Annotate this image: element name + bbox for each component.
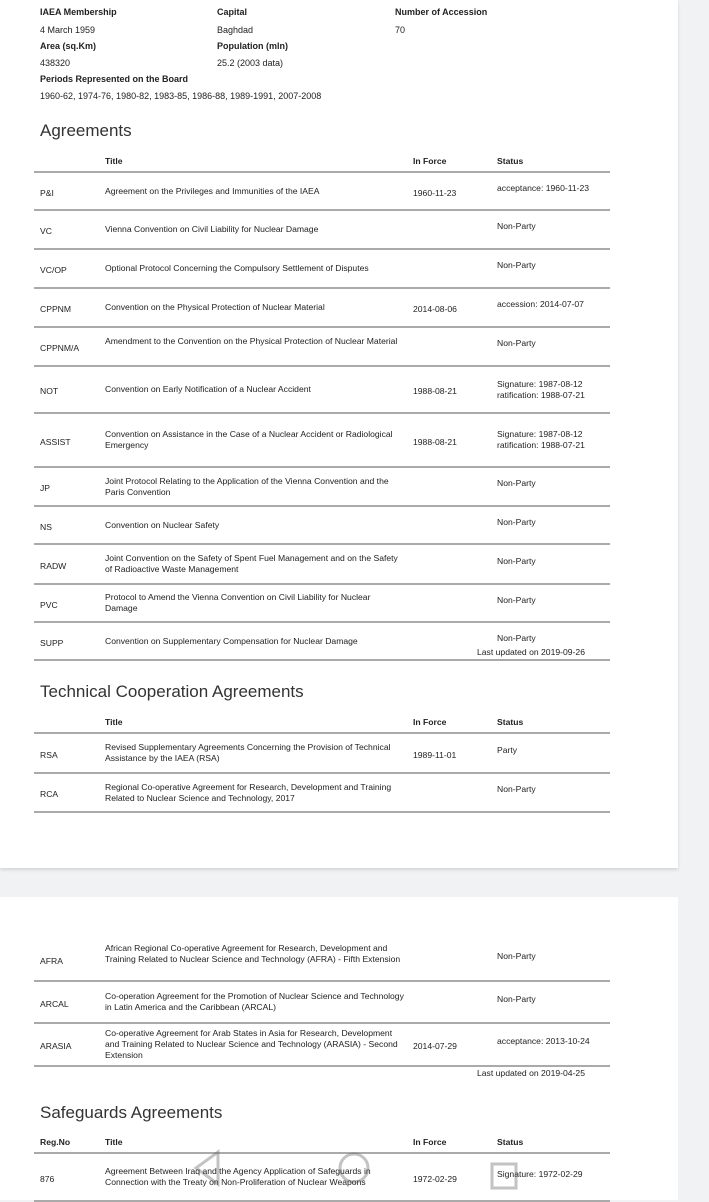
row-title: Co-operative Agreement for Arab States in Asia for Research, Development and Training Related to Nuclear Science and Technology (ARASIA) - Second Extension: [105, 1028, 398, 1060]
back-nav-button[interactable]: [190, 1148, 230, 1192]
row-status: Non-Party: [497, 338, 536, 348]
table-row: [34, 1024, 610, 1067]
row-code: ARCAL: [40, 998, 69, 1009]
membership-value: 4 March 1959: [40, 25, 96, 35]
row-code: PVC: [40, 599, 58, 610]
row-title: Joint Protocol Relating to the Application of the Vienna Convention and the Paris Convention: [105, 475, 389, 497]
column-header: Reg.No: [40, 1137, 71, 1147]
periods-label: Periods Represented on the Board: [40, 74, 189, 84]
row-title: Agreement on the Privileges and Immunities of the IAEA: [105, 185, 320, 196]
row-title: Convention on the Physical Protection of Nuclear Material: [105, 302, 325, 312]
row-status: Non-Party: [497, 516, 536, 527]
row-title: Regional Co-operative Agreement for Research, Development and Training Related to Nuclear Science and Technology, 2017: [105, 781, 392, 803]
column-header: Title: [105, 1137, 123, 1147]
row-in-force: 1972-02-29: [413, 1173, 457, 1184]
table-row: [34, 938, 610, 982]
row-status: Non-Party: [497, 555, 536, 566]
row-code: NOT: [40, 386, 59, 396]
table-row: [34, 414, 610, 468]
safeguards-table: [34, 1134, 610, 1202]
area-label: Area (sq.Km): [40, 41, 97, 51]
row-in-force: 1988-08-21: [413, 386, 457, 396]
row-code: VC: [40, 226, 52, 236]
row-in-force: 2014-08-06: [413, 304, 457, 314]
row-status: Signature: 1987-08-12 ratification: 1988-07-21: [497, 429, 585, 450]
row-code: VC/OP: [40, 265, 67, 275]
row-code: CPPNM/A: [40, 343, 80, 353]
column-header: In Force: [413, 717, 447, 727]
table-row: [34, 328, 610, 367]
technical-heading: Technical Cooperation Agreements: [40, 682, 304, 701]
row-title: Convention on Early Notification of a Nuclear Accident: [105, 384, 311, 394]
row-status: Non-Party: [497, 784, 536, 794]
table-row: [34, 173, 610, 211]
row-title: Agreement Between Iraq and the Agency Application of Safeguards in Connection with the Treaty on Non-Proliferation of Nuclear Weapons: [105, 1166, 371, 1187]
row-code: CPPNM: [40, 304, 72, 314]
row-title: Amendment to the Convention on the Physical Protection of Nuclear Material: [105, 335, 398, 346]
row-status: Signature: 1987-08-12 ratification: 1988-07-21: [497, 378, 585, 400]
table-header: [34, 714, 610, 734]
row-title: Joint Convention on the Safety of Spent Fuel Management and on the Safety of Radioactive Waste Management: [105, 553, 398, 574]
row-status: Non-Party: [497, 260, 536, 270]
row-code: P&I: [40, 187, 54, 198]
row-title: Revised Supplementary Agreements Concerning the Provision of Technical Assistance by the IAEA (RSA): [105, 742, 391, 763]
row-in-force: 2014-07-29: [413, 1041, 457, 1051]
row-code: RSA: [40, 749, 58, 760]
population-label: Population (mln): [217, 41, 288, 51]
row-title: Optional Protocol Concerning the Compulsory Settlement of Disputes: [105, 263, 369, 273]
safeguards-heading: Safeguards Agreements: [40, 1103, 223, 1122]
row-in-force: 1989-11-01: [413, 749, 457, 760]
row-code: ARASIA: [40, 1041, 72, 1051]
table-row: [34, 289, 610, 328]
column-header: In Force: [413, 156, 447, 166]
accession-value: 70: [395, 25, 406, 35]
agreements-table: [34, 153, 610, 661]
row-status: Non-Party: [497, 632, 536, 643]
row-title: Vienna Convention on Civil Liability for Nuclear Damage: [105, 224, 319, 234]
agreements-heading: Agreements: [40, 121, 132, 140]
row-title: African Regional Co-operative Agreement for Research, Development and Training Related to Nuclear Science and Technology (AFRA) - Fifth Extension: [105, 942, 401, 964]
row-code: RCA: [40, 789, 59, 799]
row-status: Party: [497, 744, 518, 755]
row-in-force: 1960-11-23: [413, 187, 457, 198]
recents-nav-button[interactable]: [488, 1160, 522, 1194]
row-code: JP: [40, 483, 51, 493]
row-status: acceptance: 2013-10-24: [497, 1036, 590, 1046]
row-code: 876: [40, 1173, 55, 1184]
column-header: Title: [105, 717, 123, 727]
row-code: ASSIST: [40, 436, 71, 447]
capital-value: Baghdad: [217, 25, 254, 35]
row-status: Non-Party: [497, 221, 536, 231]
table-row: [34, 545, 610, 585]
row-status: Signature: 1972-02-29: [497, 1168, 583, 1179]
accession-label: Number of Accession: [395, 7, 488, 17]
column-header: Status: [497, 1137, 524, 1147]
table-row: [34, 774, 610, 813]
table-row: [34, 734, 610, 774]
column-header: Status: [497, 156, 524, 166]
periods-value: 1960-62, 1974-76, 1980-82, 1983-85, 1986-88, 1989-1991, 2007-2008: [40, 91, 322, 101]
table-row: [34, 367, 610, 414]
table-row: [34, 585, 610, 623]
row-status: Non-Party: [497, 594, 536, 605]
table-row: [34, 250, 610, 289]
population-value: 25.2 (2003 data): [217, 58, 284, 68]
row-code: NS: [40, 521, 52, 532]
table-header: [34, 153, 610, 173]
row-status: Non-Party: [497, 950, 536, 961]
row-title: Convention on Supplementary Compensation for Nuclear Damage: [105, 635, 358, 646]
row-status: acceptance: 1960-11-23: [497, 182, 590, 193]
table-row: [34, 1154, 610, 1202]
row-code: SUPP: [40, 637, 64, 648]
row-code: RADW: [40, 560, 67, 571]
table-row: [34, 507, 610, 545]
row-code: AFRA: [40, 955, 63, 966]
column-header: Title: [105, 156, 123, 166]
row-title: Co-operation Agreement for the Promotion of Nuclear Science and Technology in Latin America and the Caribbean (ARCAL): [105, 991, 404, 1012]
membership-label: IAEA Membership: [40, 7, 117, 17]
table-row: [34, 211, 610, 250]
table-row: [34, 982, 610, 1024]
row-status: accession: 2014-07-07: [497, 299, 584, 309]
row-in-force: 1988-08-21: [413, 436, 457, 447]
row-status: Non-Party: [497, 993, 536, 1004]
technical-last-updated: Last updated on 2019-04-25: [477, 1068, 585, 1078]
row-title: Convention on Assistance in the Case of a Nuclear Accident or Radiological Emergency: [105, 429, 393, 450]
capital-label: Capital: [217, 7, 248, 17]
row-title: Protocol to Amend the Vienna Convention on Civil Liability for Nuclear Damage: [105, 592, 371, 613]
area-value: 438320: [40, 58, 71, 68]
technical-table: [34, 714, 610, 813]
technical-table-continued: [34, 938, 610, 1067]
column-header: In Force: [413, 1137, 447, 1147]
row-title: Convention on Nuclear Safety: [105, 519, 220, 530]
table-header: [34, 1134, 610, 1154]
home-nav-button[interactable]: [334, 1148, 374, 1188]
column-header: Status: [497, 717, 524, 727]
table-row: [34, 468, 610, 507]
agreements-last-updated: Last updated on 2019-09-26: [477, 647, 585, 657]
row-status: Non-Party: [497, 478, 536, 488]
